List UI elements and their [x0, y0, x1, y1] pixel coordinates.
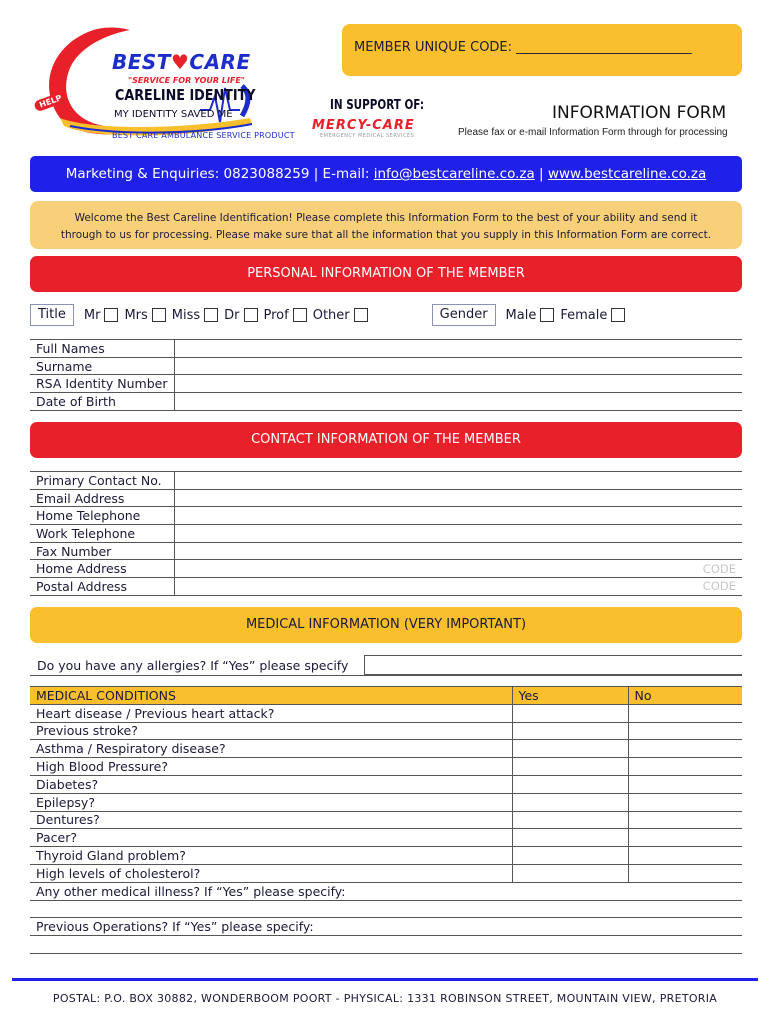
field-label-primary-contact: Primary Contact No. [30, 472, 174, 490]
field-label-dob: Date of Birth [30, 393, 174, 411]
email-link[interactable]: info@bestcareline.co.za [373, 166, 535, 182]
table-row [30, 740, 742, 758]
table-row [30, 829, 742, 847]
welcome-message [30, 201, 742, 249]
table-row [30, 882, 742, 900]
contact-info-table [30, 471, 742, 596]
member-unique-code-field[interactable]: MEMBER UNIQUE CODE: ___________________________ [342, 24, 742, 76]
yes-cell[interactable] [512, 864, 628, 882]
allergy-input[interactable] [364, 655, 742, 675]
primary-contact-input[interactable] [174, 472, 742, 490]
footer-divider [12, 978, 758, 981]
divider [30, 675, 742, 676]
brand-name: BEST♥CARE [112, 50, 251, 74]
home-address-code: CODE [702, 561, 736, 576]
no-cell[interactable] [628, 864, 742, 882]
yes-cell[interactable] [512, 704, 628, 722]
no-cell[interactable] [628, 847, 742, 865]
medical-conditions-table [30, 686, 742, 954]
mercy-care-logo: MERCY-CARE [312, 118, 415, 133]
checkbox-dr[interactable] [244, 308, 258, 322]
condition-stroke: Previous stroke? [30, 722, 512, 740]
table-row [30, 340, 742, 358]
full-names-input[interactable] [174, 340, 742, 358]
yes-column-header: Yes [512, 687, 628, 705]
condition-asthma: Asthma / Respiratory disease? [30, 740, 512, 758]
careline-identity-text: CARELINE IDENTITY [115, 86, 256, 104]
checkbox-mrs[interactable] [152, 308, 166, 322]
table-row [30, 489, 742, 507]
table-row [30, 560, 742, 578]
field-label-fax: Fax Number [30, 542, 174, 560]
title-option-mrs[interactable]: Mrs [124, 308, 165, 323]
table-row [30, 375, 742, 393]
postal-address-code: CODE [702, 579, 736, 594]
title-option-prof[interactable]: Prof [264, 308, 307, 323]
email-input[interactable] [174, 489, 742, 507]
no-cell[interactable] [628, 704, 742, 722]
checkbox-miss[interactable] [204, 308, 218, 322]
contact-banner [30, 156, 742, 192]
title-label: Title [30, 304, 74, 326]
yes-cell[interactable] [512, 811, 628, 829]
no-column-header: No [628, 687, 742, 705]
table-row [30, 357, 742, 375]
help-badge: HELP [33, 91, 68, 113]
dob-input[interactable] [174, 393, 742, 411]
medical-info-heading: MEDICAL INFORMATION (VERY IMPORTANT) [30, 607, 742, 643]
no-cell[interactable] [628, 722, 742, 740]
no-cell[interactable] [628, 793, 742, 811]
personal-info-table [30, 339, 742, 411]
field-label-surname: Surname [30, 357, 174, 375]
field-label-id-number: RSA Identity Number [30, 375, 174, 393]
condition-blood-pressure: High Blood Pressure? [30, 758, 512, 776]
website-link[interactable]: www.bestcareline.co.za [547, 166, 707, 182]
table-row [30, 722, 742, 740]
checkbox-male[interactable] [540, 308, 554, 322]
other-illness-input[interactable] [30, 900, 742, 918]
field-label-home-telephone: Home Telephone [30, 507, 174, 525]
form-title: INFORMATION FORM [552, 103, 727, 123]
title-option-other[interactable]: Other [313, 308, 368, 323]
condition-diabetes: Diabetes? [30, 775, 512, 793]
title-gender-row [30, 304, 631, 326]
title-option-miss[interactable]: Miss [172, 308, 218, 323]
table-header-row [30, 687, 742, 705]
table-row [30, 775, 742, 793]
table-row [30, 936, 742, 954]
field-label-work-telephone: Work Telephone [30, 525, 174, 543]
condition-epilepsy: Epilepsy? [30, 793, 512, 811]
bestcare-logo [30, 14, 315, 149]
ambulance-product-text: BEST CARE AMBULANCE SERVICE PRODUCT [112, 131, 295, 140]
no-cell[interactable] [628, 829, 742, 847]
checkbox-mr[interactable] [104, 308, 118, 322]
yes-cell[interactable] [512, 758, 628, 776]
table-row [30, 507, 742, 525]
medical-conditions-header: MEDICAL CONDITIONS [30, 687, 512, 705]
table-row [30, 525, 742, 543]
gender-label: Gender [432, 304, 496, 326]
table-row [30, 704, 742, 722]
form-subtitle: Please fax or e-mail Information Form through for processing [458, 127, 728, 138]
condition-cholesterol: High levels of cholesterol? [30, 864, 512, 882]
work-telephone-input[interactable] [174, 525, 742, 543]
table-row [30, 472, 742, 490]
yes-cell[interactable] [512, 847, 628, 865]
contact-info-heading: CONTACT INFORMATION OF THE MEMBER [30, 422, 742, 458]
no-cell[interactable] [628, 740, 742, 758]
yes-cell[interactable] [512, 740, 628, 758]
yes-cell[interactable] [512, 829, 628, 847]
identity-saved-text: MY IDENTITY SAVED ME [114, 109, 233, 120]
checkbox-female[interactable] [611, 308, 625, 322]
postal-address-input[interactable] [174, 578, 742, 596]
previous-operations-question: Previous Operations? If “Yes” please specify: [30, 918, 742, 936]
condition-pacer: Pacer? [30, 829, 512, 847]
id-number-input[interactable] [174, 375, 742, 393]
title-option-mr[interactable]: Mr [84, 308, 119, 323]
table-row [30, 758, 742, 776]
welcome-line-1: Welcome the Best Careline Identification! Please complete this Information Form to the best of your ability and send it [74, 212, 698, 224]
checkbox-prof[interactable] [293, 308, 307, 322]
welcome-line-2: through to us for processing. Please make sure that all the information that you supply in this Information Form are correct. [60, 229, 712, 241]
footer-address: POSTAL: P.O. BOX 30882, WONDERBOOM POORT - PHYSICAL: 1331 ROBINSON STREET, MOUNTAIN VIEW, PRETORIA [52, 992, 718, 1005]
field-label-home-address: Home Address [30, 560, 174, 578]
in-support-of-label: IN SUPPORT OF: [330, 98, 425, 113]
brand-tagline: "SERVICE FOR YOUR LIFE" [128, 76, 245, 85]
contact-banner-text: Marketing & Enquiries: 0823088259 | E-mail: [65, 166, 374, 182]
fax-input[interactable] [174, 542, 742, 560]
table-row [30, 811, 742, 829]
table-row [30, 393, 742, 411]
home-address-input[interactable] [174, 560, 742, 578]
table-row [30, 578, 742, 596]
condition-dentures: Dentures? [30, 811, 512, 829]
table-row [30, 542, 742, 560]
personal-info-heading: PERSONAL INFORMATION OF THE MEMBER [30, 256, 742, 292]
home-telephone-input[interactable] [174, 507, 742, 525]
field-label-full-names: Full Names [30, 340, 174, 358]
yes-cell[interactable] [512, 793, 628, 811]
table-row [30, 847, 742, 865]
table-row [30, 864, 742, 882]
condition-heart-disease: Heart disease / Previous heart attack? [30, 704, 512, 722]
mercy-care-subtitle: EMERGENCY MEDICAL SERVICES [320, 133, 415, 139]
yes-cell[interactable] [512, 722, 628, 740]
table-row [30, 918, 742, 936]
gender-option-male[interactable]: Male [506, 308, 555, 323]
checkbox-other[interactable] [354, 308, 368, 322]
field-label-postal-address: Postal Address [30, 578, 174, 596]
condition-thyroid: Thyroid Gland problem? [30, 847, 512, 865]
no-cell[interactable] [628, 811, 742, 829]
title-option-dr[interactable]: Dr [224, 308, 257, 323]
table-row [30, 900, 742, 918]
gender-option-female[interactable]: Female [560, 308, 625, 323]
no-cell[interactable] [628, 775, 742, 793]
yes-cell[interactable] [512, 775, 628, 793]
table-row [30, 793, 742, 811]
contact-banner-separator: | [534, 166, 548, 182]
field-label-email: Email Address [30, 489, 174, 507]
surname-input[interactable] [174, 357, 742, 375]
allergy-question: Do you have any allergies? If “Yes” please specify [37, 658, 349, 673]
no-cell[interactable] [628, 758, 742, 776]
previous-operations-input[interactable] [30, 936, 742, 954]
other-illness-question: Any other medical illness? If “Yes” please specify: [30, 882, 742, 900]
